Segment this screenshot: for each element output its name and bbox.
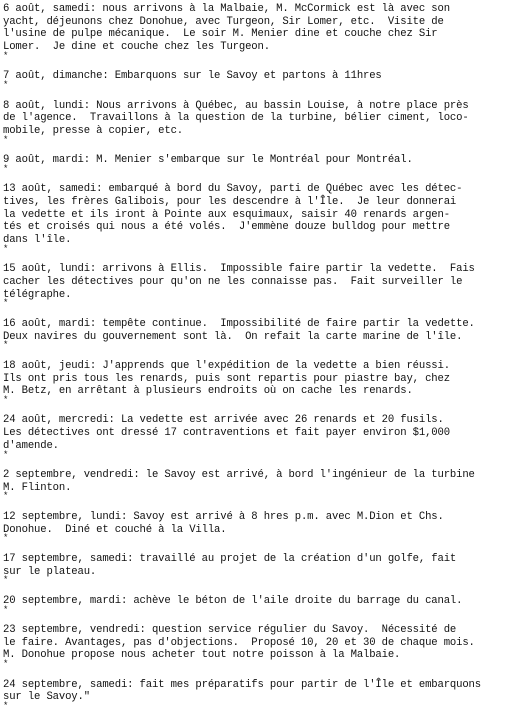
entry-line: 7 août, dimanche: Embarquons sur le Savoy et partons à 11hres [3, 70, 382, 83]
entry-line: 8 août, lundi: Nous arrivons à Québec, au bassin Louise, à notre place près [3, 99, 469, 112]
entry-line: 12 septembre, lundi: Savoy est arrivé à 8 hres p.m. avec M.Dion et Chs. [3, 510, 444, 523]
entry-line: 23 septembre, vendredi: question service régulier du Savoy. Nécessité de [3, 624, 457, 636]
entry-separator-mark: * [3, 243, 9, 254]
diary-entry-sep-17 [3, 552, 511, 586]
entry-line: 2 septembre, vendredi: le Savoy est arrivé, à bord l'ingénieur de la turbine [3, 469, 475, 482]
diary-entry-aug-13 [3, 183, 511, 252]
diary-entry-aug-24 [3, 414, 511, 460]
entry-line: d'amende. [3, 439, 59, 452]
diary-entry-sep-23 [3, 624, 511, 670]
entry-line: yacht, déjeunons chez Donohue, avec Turgeon, Sir Lomer, etc. Visite de [3, 15, 444, 28]
entry-line: 18 août, jeudi: J'apprends que l'expédition de la vedette a bien réussi. [3, 359, 450, 372]
entry-line: tives, les frères Galibois, pour les descendre à l'Île. Je leur donnerai [3, 196, 457, 209]
entry-line: 6 août, samedi: nous arrivons à la Malbaie, M. McCormick est là avec son [3, 3, 450, 15]
entry-separator-mark: * [3, 701, 9, 711]
entry-line: 20 septembre, mardi: achève le béton de l'aile droite du barrage du canal. [3, 594, 463, 607]
entry-line: 16 août, mardi: tempête continue. Impossibilité de faire partir la vedette. [3, 317, 475, 330]
entry-line: dans l'île. [3, 234, 72, 247]
entry-line: 13 août, samedi: embarqué à bord du Savoy, parti de Québec avec les détec- [3, 183, 463, 196]
entry-line: 9 août, mardi: M. Menier s'embarque sur le Montréal pour Montréal. [3, 154, 413, 167]
entry-line: télégraphe. [3, 288, 72, 301]
entry-separator-mark: * [3, 449, 9, 460]
diary-entry-sep-12 [3, 510, 511, 544]
diary-entry-aug-16 [3, 317, 511, 351]
entry-line: 15 août, lundi: arrivons à Ellis. Impossible faire partir la vedette. Fais [3, 263, 475, 276]
entry-separator-mark: * [3, 491, 9, 502]
entry-line: de l'agence. Travaillons à la question de la turbine, bélier ciment, loco- [3, 112, 469, 125]
entry-separator-mark: * [3, 394, 9, 405]
entry-line: M. Betz, en arrêtant à plusieurs endroits où on cache les renards. [3, 385, 413, 398]
diary-entry-aug-9 [3, 154, 511, 172]
entry-separator-mark: * [3, 604, 9, 615]
entry-separator-mark: * [3, 659, 9, 670]
entry-line: 17 septembre, samedi: travaillé au projet de la création d'un golfe, fait [3, 552, 457, 565]
entry-line: M. Donohue propose nous acheter tout notre poisson à la Malbaie. [3, 649, 401, 662]
diary-entry-aug-6 [3, 3, 511, 59]
entry-separator-mark: * [3, 80, 9, 91]
entry-separator-mark: * [3, 298, 9, 309]
entry-line: tés et croisés qui nous a été volés. J'emmène douze bulldog pour mettre [3, 221, 450, 234]
entry-separator-mark: * [3, 575, 9, 586]
entry-line: mobile, presse à copier, etc. [3, 124, 184, 137]
entry-line: la vedette et ils iront à Pointe aux esquimaux, saisir 40 renards argen- [3, 208, 450, 221]
entry-line: Ils ont pris tous les renards, puis sont repartis pour piastre bay, chez [3, 372, 450, 385]
diary-entry-aug-7 [3, 70, 511, 91]
entry-separator-mark: * [3, 50, 9, 61]
entry-line: M. Flinton. [3, 481, 72, 494]
diary-entry-aug-15 [3, 263, 511, 309]
entry-line: sur le Savoy." [3, 691, 90, 704]
entry-separator-mark: * [3, 134, 9, 145]
entry-line: le faire. Avantages, pas d'objections. Proposé 10, 20 et 30 de chaque mois. [3, 636, 475, 649]
diary-entry-sep-24 [3, 679, 511, 709]
entry-line: Deux navires du gouvernement sont là. On refait la carte marine de l'île. [3, 330, 463, 343]
diary-entry-aug-18 [3, 360, 511, 403]
entry-separator-mark: * [3, 163, 9, 174]
diary-entry-aug-8 [3, 100, 511, 143]
entry-separator-mark: * [3, 533, 9, 544]
entry-line: Les détectives ont dressé 17 contraventions et fait payer environ $1,000 [3, 427, 450, 440]
entry-separator-mark: * [3, 340, 9, 351]
entry-line: Lomer. Je dine et couche chez les Turgeon. [3, 41, 270, 54]
entry-line: cacher les détectives pour qu'on ne les connaisse pas. Fait surveiller le [3, 276, 463, 289]
entry-line: sur le plateau. [3, 565, 97, 578]
diary-entry-sep-2 [3, 469, 511, 502]
diary-entry-sep-20 [3, 595, 511, 613]
entry-line: l'usine de pulpe mécanique. Le soir M. Menier dine et couche chez Sir [3, 28, 438, 41]
entry-line: Donohue. Diné et couché à la Villa. [3, 523, 227, 536]
entry-line: 24 août, mercredi: La vedette est arrivée avec 26 renards et 20 fusils. [3, 414, 444, 427]
entry-line: 24 septembre, samedi: fait mes préparatifs pour partir de l'Île et embarquons [3, 678, 481, 691]
